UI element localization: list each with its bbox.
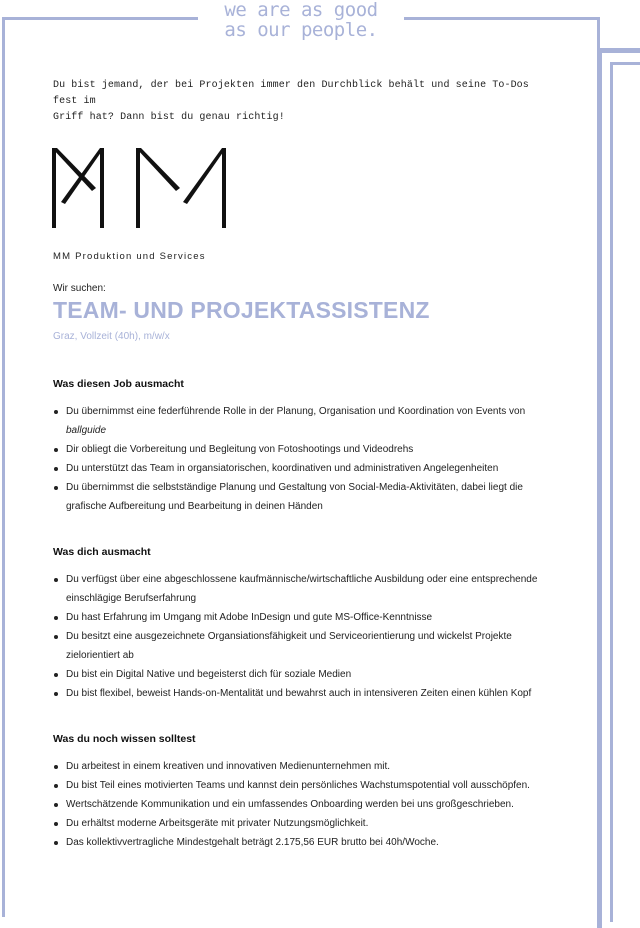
mm-logo-icon xyxy=(52,146,228,230)
list-item: Du besitzt eine ausgezeichnete Organsiationsfähigkeit und Serviceorientierung und wickelst Projekte zielorientiert ab xyxy=(53,627,563,665)
bullet-list xyxy=(53,757,563,852)
list-item: Du bist flexibel, beweist Hands-on-Mentalität und bewahrst auch in intensiveren Zeiten einen kühlen Kopf xyxy=(53,684,563,703)
list-item: Du bist Teil eines motivierten Teams und kannst dein persönliches Wachstumspotential voll ausschöpfen. xyxy=(53,776,563,795)
list-item: Du erhältst moderne Arbeitsgeräte mit privater Nutzungsmöglichkeit. xyxy=(53,814,563,833)
section-heading: Was diesen Job ausmacht xyxy=(53,378,184,390)
list-item: Wertschätzende Kommunikation und ein umfassendes Onboarding werden bei uns großgeschrieben. xyxy=(53,795,563,814)
tagline xyxy=(198,0,404,42)
list-item: Du unterstützt das Team in organsiatorischen, koordinativen und administrativen Angelegenheiten xyxy=(53,459,563,478)
list-item: Dir obliegt die Vorbereitung und Begleitung von Fotoshootings und Videodrehs xyxy=(53,440,563,459)
intro-line-2: Griff hat? Dann bist du genau richtig! xyxy=(53,112,285,123)
section-job xyxy=(53,378,563,516)
emphasis-text: ballguide xyxy=(66,425,107,436)
search-label: Wir suchen: xyxy=(53,283,106,294)
list-item: Das kollektivvertragliche Mindestgehalt beträgt 2.175,56 EUR brutto bei 40h/Woche. xyxy=(53,833,563,852)
list-item: Du übernimmst die selbstständige Planung und Gestaltung von Social-Media-Aktivitäten, dabei liegt die grafische Aufbereitung und Bearbeitung in deinen Händen xyxy=(53,478,563,516)
section-info xyxy=(53,733,563,852)
intro-line-1: Du bist jemand, der bei Projekten immer den Durchblick behält und seine To-Dos fest im xyxy=(53,80,529,107)
tagline-line-2: as our people. xyxy=(224,19,378,41)
intro-text xyxy=(53,78,553,126)
bullet-list xyxy=(53,402,563,516)
tagline-line-1: we are as good xyxy=(224,0,378,21)
list-item: Du arbeitest in einem kreativen und innovativen Medienunternehmen mit. xyxy=(53,757,563,776)
section-heading: Was dich ausmacht xyxy=(53,546,151,558)
list-item: Du bist ein Digital Native und begeisterst dich für soziale Medien xyxy=(53,665,563,684)
list-item: Du hast Erfahrung im Umgang mit Adobe InDesign und gute MS-Office-Kenntnisse xyxy=(53,608,563,627)
section-profile xyxy=(53,546,563,703)
job-title: TEAM- UND PROJEKTASSISTENZ xyxy=(53,297,430,323)
brand-name: MM Produktion und Services xyxy=(53,251,206,262)
bullet-list xyxy=(53,570,563,703)
list-item: Du übernimmst eine federführende Rolle in der Planung, Organisation und Koordination von Events von ballguide xyxy=(53,402,563,440)
job-meta: Graz, Vollzeit (40h), m/w/x xyxy=(53,331,170,342)
section-heading: Was du noch wissen solltest xyxy=(53,733,196,745)
list-item: Du verfügst über eine abgeschlossene kaufmännische/wirtschaftliche Ausbildung oder eine entsprechende einschlägige Berufserfahrung xyxy=(53,570,563,608)
decorative-frame-inner xyxy=(610,62,640,922)
